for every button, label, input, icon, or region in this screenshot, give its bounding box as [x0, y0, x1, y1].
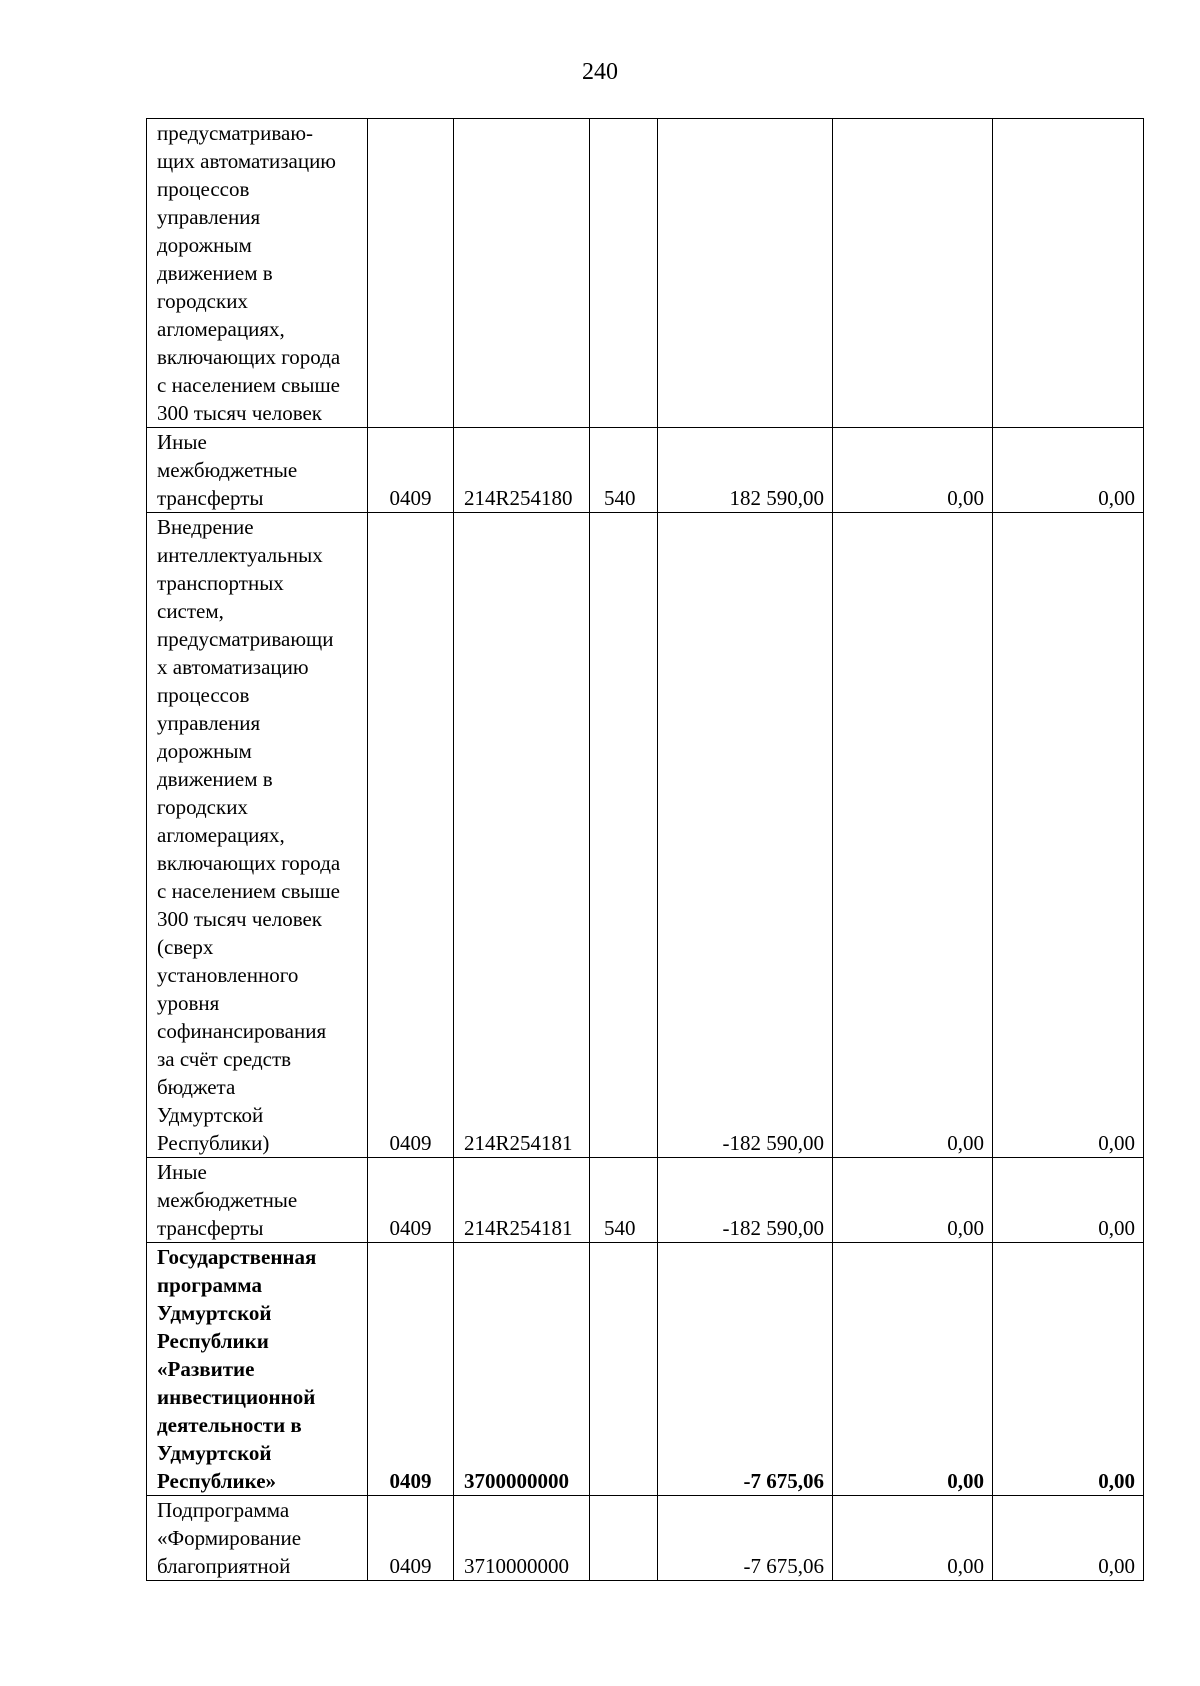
row-name-line: межбюджетные [157, 1188, 298, 1212]
row-name-line: щих автоматизацию [157, 149, 336, 173]
row-name-line: с населением свыше [157, 879, 341, 903]
sum-year2-cell [833, 119, 993, 428]
row-name-line: Удмуртской [157, 1103, 264, 1127]
row-name-line: с населением свыше [157, 373, 341, 397]
sum-year2-cell: 0,00 [833, 1158, 993, 1243]
row-name-line: межбюджетные [157, 458, 298, 482]
row-name-line: агломерациях, [157, 823, 285, 847]
row-name-line: 300 тысяч человек [157, 907, 323, 931]
expense-type-cell: 540 [590, 1158, 658, 1243]
sum-year1-cell: -7 675,06 [658, 1496, 833, 1581]
sum-year3-cell: 0,00 [993, 1243, 1144, 1496]
row-name-cell [147, 513, 368, 1158]
expense-type-cell [590, 1496, 658, 1581]
section-code-cell: 0409 [368, 428, 454, 513]
row-name-line: деятельности в [157, 1413, 302, 1437]
section-code-cell: 0409 [368, 1496, 454, 1581]
row-name-line: программа [157, 1273, 262, 1297]
row-name-line: движением в [157, 261, 273, 285]
sum-year3-cell [993, 119, 1144, 428]
expense-type-cell [590, 513, 658, 1158]
sum-year1-cell: -7 675,06 [658, 1243, 833, 1496]
sum-year1-cell: -182 590,00 [658, 1158, 833, 1243]
row-name-line: интеллектуальных [157, 543, 323, 567]
budget-table [146, 118, 1144, 1581]
row-name-line: Иные [157, 430, 207, 454]
sum-year2-cell: 0,00 [833, 1496, 993, 1581]
sum-year3-cell: 0,00 [993, 428, 1144, 513]
section-code-cell: 0409 [368, 1243, 454, 1496]
target-article-cell: 214R254180 [454, 428, 590, 513]
table-body [147, 119, 1144, 1581]
row-name-line: Внедрение [157, 515, 254, 539]
table-row [147, 1158, 1144, 1243]
row-name-line: транспортных [157, 571, 284, 595]
target-article-cell: 214R254181 [454, 1158, 590, 1243]
row-name-line: систем, [157, 599, 224, 623]
row-name-line: дорожным [157, 233, 252, 257]
row-name-line: бюджета [157, 1075, 236, 1099]
sum-year2-cell: 0,00 [833, 428, 993, 513]
row-name-cell [147, 1158, 368, 1243]
row-name-line: городских [157, 289, 248, 313]
row-name-cell [147, 1243, 368, 1496]
sum-year1-cell [658, 119, 833, 428]
row-name-line: трансферты [157, 486, 264, 510]
row-name-line: включающих города [157, 345, 341, 369]
target-article-cell: 3710000000 [454, 1496, 590, 1581]
row-name-line: «Формирование [157, 1526, 302, 1550]
expense-type-cell: 540 [590, 428, 658, 513]
row-name-line: 300 тысяч человек [157, 401, 323, 425]
row-name-line: софинансирования [157, 1019, 327, 1043]
row-name-line: Подпрограмма [157, 1498, 290, 1522]
section-code-cell [368, 119, 454, 428]
row-name-cell [147, 1496, 368, 1581]
row-name-line: управления [157, 711, 261, 735]
row-name-line: Иные [157, 1160, 207, 1184]
row-name-line: Государственная [157, 1245, 317, 1269]
expense-type-cell [590, 119, 658, 428]
row-name-line: процессов [157, 683, 250, 707]
row-name-line: движением в [157, 767, 273, 791]
target-article-cell: 214R254181 [454, 513, 590, 1158]
table-row [147, 1496, 1144, 1581]
section-code-cell: 0409 [368, 1158, 454, 1243]
sum-year1-cell: -182 590,00 [658, 513, 833, 1158]
table-row [147, 119, 1144, 428]
section-code-cell: 0409 [368, 513, 454, 1158]
row-name-line: Республики) [157, 1131, 270, 1155]
row-name-line: включающих города [157, 851, 341, 875]
row-name-line: управления [157, 205, 261, 229]
sum-year3-cell: 0,00 [993, 513, 1144, 1158]
row-name-line: Республики [157, 1329, 269, 1353]
row-name-line: городских [157, 795, 248, 819]
row-name-line: процессов [157, 177, 250, 201]
row-name-line: предусматривающи [157, 627, 334, 651]
row-name-line: инвестиционной [157, 1385, 316, 1409]
sum-year2-cell: 0,00 [833, 513, 993, 1158]
row-name-line: трансферты [157, 1216, 264, 1240]
sum-year3-cell: 0,00 [993, 1158, 1144, 1243]
page-number: 240 [582, 59, 618, 85]
table-row [147, 428, 1144, 513]
row-name-cell [147, 119, 368, 428]
target-article-cell: 3700000000 [454, 1243, 590, 1496]
row-name-line: х автоматизацию [157, 655, 309, 679]
table-row [147, 1243, 1144, 1496]
row-name-line: за счёт средств [157, 1047, 292, 1071]
row-name-line: предусматриваю- [157, 121, 314, 145]
row-name-cell [147, 428, 368, 513]
expense-type-cell [590, 1243, 658, 1496]
row-name-line: благоприятной [157, 1554, 291, 1578]
row-name-line: Удмуртской [157, 1441, 272, 1465]
sum-year2-cell: 0,00 [833, 1243, 993, 1496]
row-name-line: (сверх [157, 935, 214, 959]
row-name-line: установленного [157, 963, 299, 987]
row-name-line: Республике» [157, 1469, 277, 1493]
row-name-line: дорожным [157, 739, 252, 763]
row-name-line: Удмуртской [157, 1301, 272, 1325]
row-name-line: уровня [157, 991, 220, 1015]
table-row [147, 513, 1144, 1158]
row-name-line: «Развитие [157, 1357, 255, 1381]
sum-year3-cell: 0,00 [993, 1496, 1144, 1581]
row-name-line: агломерациях, [157, 317, 285, 341]
sum-year1-cell: 182 590,00 [658, 428, 833, 513]
target-article-cell [454, 119, 590, 428]
